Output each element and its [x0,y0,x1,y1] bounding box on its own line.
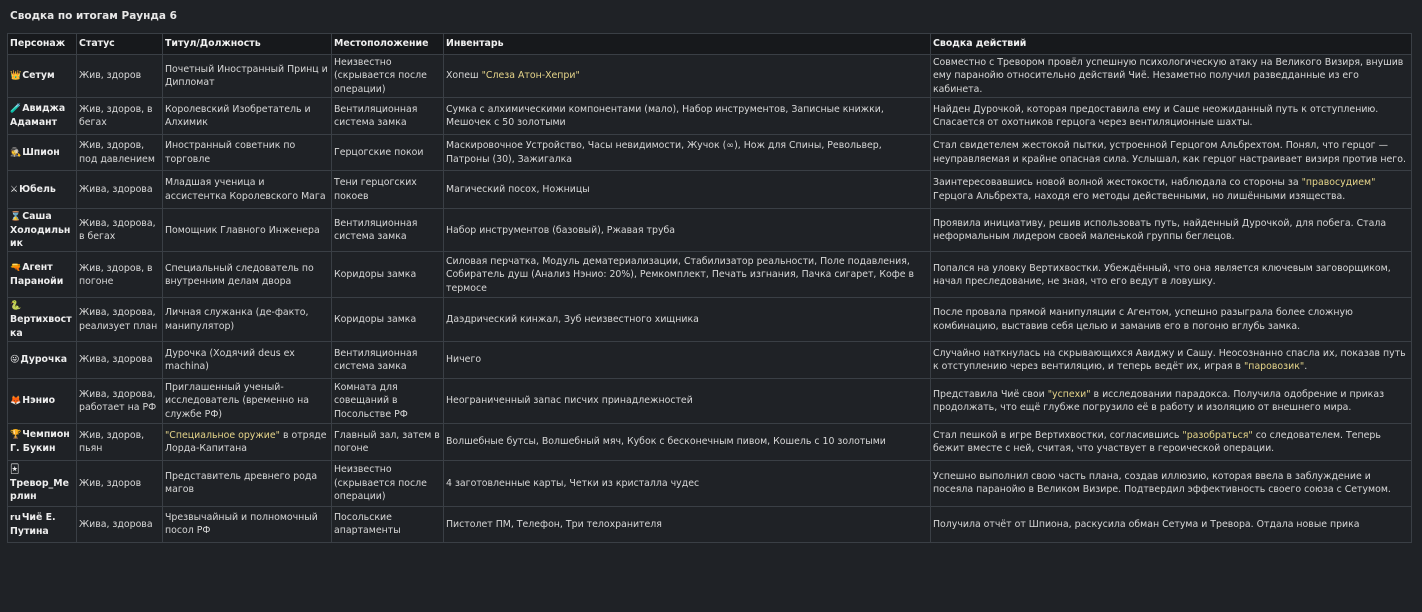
title-cell [163,298,332,341]
title-cell-pre: Младшая ученица и ассистентка Королевского Мага [165,177,326,202]
summary-cell-pre: Стал свидетелем жестокой пытки, устроенной Герцогом Альбрехтом. Понял, что герцог — неуправляемая и крайне опасная сила. Услышал, как герцог настраивает визиря против него. [933,140,1406,165]
inventory-cell [444,506,931,542]
inventory-cell-pre: Ничего [446,354,482,366]
title-cell [163,506,332,542]
column-header-title: Титул/Должность [163,34,332,55]
inventory-cell [444,341,931,378]
table-row [8,298,1412,341]
summary-cell-pre: Случайно наткнулась на скрывающихся Авиджу и Сашу. Неосознанно спасла их, показав путь к отступлению через вентиляцию, и теперь ведёт их, играя в [933,347,1406,372]
summary-cell [931,460,1412,506]
status-cell: Жив, здоров, под давлением [77,135,163,171]
title-cell [163,171,332,209]
table-row [8,341,1412,378]
title-cell [163,135,332,171]
table-row [8,378,1412,423]
column-header-inventory: Инвентарь [444,34,931,55]
inventory-cell [444,298,931,341]
status-cell: Жива, здорова [77,341,163,378]
table-row [8,209,1412,252]
character-name: Тревор_Мерлин [10,477,69,503]
inventory-cell-pre: Маскировочное Устройство, Часы невидимости, Жучок (∞), Нож для Спины, Револьвер, Патроны (30), Зажигалка [446,140,882,165]
status-cell: Жива, здорова, в бегах [77,209,163,252]
summary-cell [931,252,1412,298]
title-cell [163,341,332,378]
playing-card-icon: 🃏 [10,465,20,476]
location-cell: Посольские апартаменты [332,506,444,542]
character-cell [8,98,77,135]
title-cell-post: в отряде Лорда-Капитана [165,429,327,454]
table-row [8,460,1412,506]
title-cell [163,378,332,423]
character-cell [8,55,77,98]
character-name: Агент Паранойи [10,262,64,288]
inventory-cell [444,135,931,171]
summary-cell [931,341,1412,378]
snake-icon: 🐍 [10,301,22,312]
summary-cell-highlight: "правосудием" [1301,177,1376,189]
summary-cell-pre: Стал пешкой в игре Вертихвостки, согласившись [933,429,1183,441]
summary-cell-highlight: "успехи" [1047,388,1091,400]
summary-cell [931,423,1412,460]
inventory-cell-pre: Волшебные бутсы, Волшебный мяч, Кубок с бесконечным пивом, Кошель с 10 золотыми [446,436,886,448]
title-cell-pre: Специальный следователь по внутренним делам двора [165,262,314,287]
title-cell-pre: Иностранный советник по торговле [165,140,296,165]
location-cell: Вентиляционная система замка [332,98,444,135]
character-cell [8,460,77,506]
summary-cell-pre: Успешно выполнил свою часть плана, создав иллюзию, которая ввела в заблуждение и посеяла паранойю в Великом Визире. Подтвердил эффективность своего союза с Сетумом. [933,471,1391,496]
title-cell [163,252,332,298]
table-header-row [8,34,1412,55]
column-header-status: Статус [77,34,163,55]
title-cell-pre: Представитель древнего рода магов [165,471,318,496]
inventory-cell-highlight: "Слеза Атон-Хепри" [481,70,580,82]
title-cell-pre: Почетный Иностранный Принц и Дипломат [165,63,328,89]
summary-cell [931,378,1412,423]
status-cell: Жив, здоров, в погоне [77,252,163,298]
table-row [8,98,1412,135]
character-name: Дурочка [20,354,68,366]
summary-cell-post: со следователем. Теперь бежит вместе с ней, считая, что участвует в героической операции. [933,429,1381,454]
character-cell [8,341,77,378]
table-row [8,171,1412,209]
summary-cell-highlight: "разобраться" [1182,429,1253,441]
smiley-icon: 😜 [10,355,20,366]
pipette-icon: 🧪 [10,104,22,115]
summary-cell [931,135,1412,171]
character-name: Авиджа Адамант [10,103,66,129]
inventory-cell-pre: Магический посох, Ножницы [446,183,590,195]
character-name: Юбель [19,183,56,195]
column-header-summary: Сводка действий [931,34,1412,55]
character-name: Сетум [22,70,55,82]
character-name: Нэнио [22,395,56,407]
character-name: Шпион [22,146,60,158]
title-cell-highlight: "Специальное оружие" [165,429,280,441]
inventory-cell-pre: Сумка с алхимическими компонентами (мало), Набор инструментов, Записные книжки, Мешочек с 50 золотыми [446,103,884,129]
title-cell-pre: Чрезвычайный и полномочный посол РФ [165,512,318,537]
summary-cell-pre: Получила отчёт от Шпиона, раскусила обман Сетума и Тревора. Отдала новые прика [933,518,1360,530]
title-cell-pre: Приглашенный ученый-исследователь (временно на службе РФ) [165,381,309,420]
title-cell [163,98,332,135]
inventory-cell [444,209,931,252]
location-cell: Коридоры замка [332,298,444,341]
inventory-cell [444,378,931,423]
summary-cell-pre: После провала прямой манипуляции с Агентом, успешно разыграла более сложную комбинацию, выставив себя целью и заманив его в погоню вглубь замка. [933,307,1353,332]
title-cell [163,460,332,506]
title-cell-pre: Помощник Главного Инженера [165,224,320,236]
inventory-cell [444,423,931,460]
character-name: Чиё Е. Путина [10,511,56,537]
status-cell: Жив, здоров, пьян [77,423,163,460]
summary-cell-post: . [1304,360,1308,372]
summary-cell-pre: Заинтересовавшись новой волной жестокости, наблюдала со стороны за [933,177,1302,189]
status-cell: Жива, здорова [77,171,163,209]
location-cell: Коридоры замка [332,252,444,298]
status-cell: Жив, здоров [77,55,163,98]
summary-cell-post: Герцога Альбрехта, находя его методы действенными, но лишёнными изящества. [933,190,1346,202]
title-cell-pre: Дурочка (Ходячий deus ex machina) [165,347,295,372]
flag-ru-icon: ru [10,512,21,523]
column-header-character: Персонаж [8,34,77,55]
inventory-cell [444,460,931,506]
location-cell: Неизвестно (скрывается после операции) [332,460,444,506]
trophy-icon: 🏆 [10,430,22,441]
table-row [8,506,1412,542]
summary-cell [931,298,1412,341]
inventory-cell [444,171,931,209]
title-cell-pre: Личная служанка (де-факто, манипулятор) [165,307,309,332]
inventory-cell-pre: Даэдрический кинжал, Зуб неизвестного хищника [446,314,699,326]
inventory-cell-pre: 4 заготовленные карты, Четки из кристалла чудес [446,477,700,489]
inventory-cell-pre: Неограниченный запас писчих принадлежностей [446,395,693,407]
status-cell: Жив, здоров [77,460,163,506]
inventory-cell [444,55,931,98]
crossed-swords-icon: ⚔ [10,184,19,195]
title-cell [163,209,332,252]
character-name: Вертихвостка [10,314,72,339]
spy-icon: 🕵 [10,147,22,158]
inventory-cell-pre: Силовая перчатка, Модуль дематериализации, Стабилизатор реальности, Поле подавления, Собиратель душ (Анализ Нэнио: 20%), Ремкомплект, Печать изгнания, Пачка сигарет, Кофе в термосе [446,255,915,294]
character-name: Чемпион Г. Букин [10,429,70,455]
table-row [8,252,1412,298]
table-row [8,55,1412,98]
round-summary-table [7,33,1412,543]
title-cell [163,55,332,98]
summary-cell [931,55,1412,98]
character-cell [8,209,77,252]
inventory-cell-pre: Хопеш [446,70,482,82]
location-cell: Неизвестно (скрывается после операции) [332,55,444,98]
location-cell: Тени герцогских покоев [332,171,444,209]
fox-icon: 🦊 [10,396,22,407]
title-cell-pre: Королевский Изобретатель и Алхимик [165,103,311,129]
summary-cell-pre: Представила Чиё свои [933,388,1048,400]
summary-cell [931,171,1412,209]
character-cell [8,298,77,341]
page-title: Сводка по итогам Раунда 6 [10,10,177,22]
summary-cell [931,98,1412,135]
character-cell [8,135,77,171]
crown-icon: 👑 [10,71,22,82]
location-cell: Герцогские покои [332,135,444,171]
summary-cell-pre: Найден Дурочкой, которая предоставила ему и Саше неожиданный путь к отступлению. Спасается от охотников герцога через вентиляционные шахты. [933,103,1379,129]
hourglass-icon: ⌛ [10,212,22,223]
gun-icon: 🔫 [10,263,22,274]
summary-cell-post: в исследовании парадокса. Получила одобрение и приказ продолжать, что ещё глубже погрузило её в работу и изоляцию от внешнего мира. [933,388,1385,413]
inventory-cell [444,98,931,135]
inventory-cell [444,252,931,298]
character-cell [8,423,77,460]
character-name: Саша Холодильник [10,211,71,250]
column-header-location: Местоположение [332,34,444,55]
status-cell: Жива, здорова [77,506,163,542]
location-cell: Вентиляционная система замка [332,341,444,378]
inventory-cell-pre: Набор инструментов (базовый), Ржавая труба [446,224,676,236]
status-cell: Жива, здорова, работает на РФ [77,378,163,423]
table-row [8,423,1412,460]
status-cell: Жива, здорова, реализует план [77,298,163,341]
character-cell [8,252,77,298]
location-cell: Комната для совещаний в Посольстве РФ [332,378,444,423]
table-row [8,135,1412,171]
summary-cell-pre: Проявила инициативу, решив использовать путь, найденный Дурочкой, для побега. Стала неформальным лидером своей маленькой группы беглецов. [933,217,1387,243]
summary-cell-pre: Попался на уловку Вертихвостки. Убеждённый, что она является ключевым заговорщиком, начал преследование, не зная, что его ведут в ловушку. [933,262,1391,287]
character-cell [8,378,77,423]
summary-cell-highlight: "паровозик" [1244,360,1305,372]
title-cell [163,423,332,460]
summary-cell-pre: Совместно с Тревором провёл успешную психологическую атаку на Великого Визиря, внушив ему паранойю относительно действий Чиё. Незаметно получил разведданные из его кабинета. [933,57,1404,95]
inventory-cell-pre: Пистолет ПМ, Телефон, Три телохранителя [446,518,662,530]
character-cell [8,506,77,542]
summary-cell [931,209,1412,252]
location-cell: Главный зал, затем в погоне [332,423,444,460]
character-cell [8,171,77,209]
status-cell: Жив, здоров, в бегах [77,98,163,135]
location-cell: Вентиляционная система замка [332,209,444,252]
summary-cell [931,506,1412,542]
